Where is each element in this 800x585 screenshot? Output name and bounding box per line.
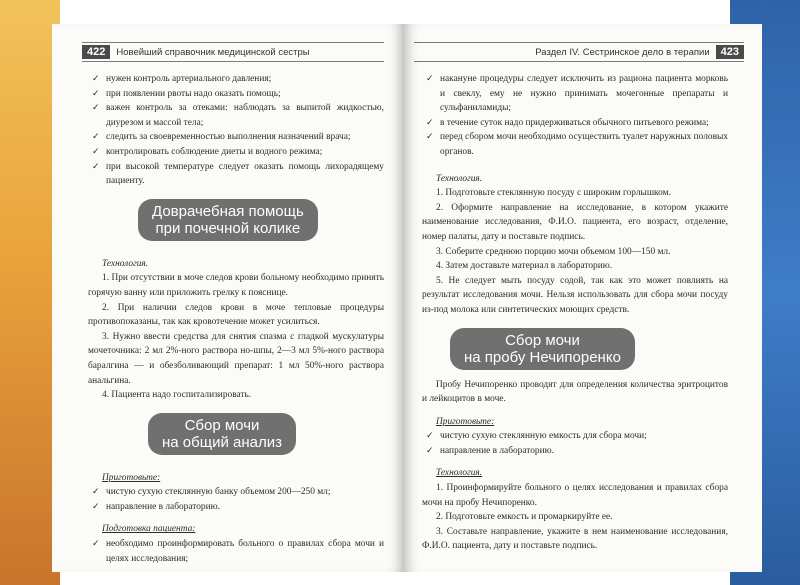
subsection-label: Приготовьте:	[436, 416, 495, 427]
list-item: ✓ необходимо проинформировать больного о правилах сбора мочи и целях исследования;	[88, 537, 384, 566]
paragraph: 2. При наличии следов крови в моче тепловые процедуры противопоказаны, так как кровотечение может усилиться.	[88, 302, 384, 328]
section-heading-line: на пробу Нечипоренко	[464, 348, 621, 366]
right-header-title: Раздел IV. Сестринское дело в терапии	[535, 46, 710, 58]
list-item: ✓ перед сбором мочи необходимо осуществить туалет наружных половых органов.	[422, 130, 728, 159]
list-item: ✓ накануне процедуры следует исключить из рациона пациента морковь и свеклу, ему не нужно принимать мочегонные препараты и сульфаниламиды;	[422, 72, 728, 116]
paragraph: 1. Проинформируйте больного о целях исследования и правилах сбора мочи на пробу Нечипоренко.	[422, 483, 728, 508]
list-item: ✓ нужен контроль артериального давления;	[88, 72, 384, 87]
list-item: ✓ направление в лабораторию.	[88, 500, 384, 515]
right-page	[404, 24, 762, 572]
list-item: ✓ при появлении рвоты надо оказать помощь;	[88, 87, 384, 102]
background-left-decoration	[0, 0, 60, 585]
left-header-title: Новейший справочник медицинской сестры	[116, 46, 310, 58]
paragraph: 2. Оформите направление на исследование, в котором укажите наименование исследования, Ф.И.О. пациента, его возраст, отделение, номер палаты, дату и поставьте подпись.	[422, 202, 728, 242]
section-heading-line: Доврачебная помощь	[152, 202, 304, 220]
subsection-label: Технология.	[436, 173, 483, 184]
list-item: ✓ важен контроль за отеками: наблюдать за выпитой жидкостью, диурезом и массой тела;	[88, 101, 384, 130]
left-page-header	[82, 42, 384, 62]
list-item: ✓ контролировать соблюдение диеты и водного режима;	[88, 145, 384, 160]
list-item: ✓ чистую сухую стеклянную банку объемом 200—250 мл;	[88, 485, 384, 500]
paragraph: 4. Затем доставьте материал в лабораторию.	[436, 261, 613, 272]
list-item: ✓ направление в лабораторию.	[422, 444, 728, 459]
subsection-label: Технология.	[436, 468, 483, 479]
left-page-content	[88, 72, 384, 566]
paragraph: 5. Не следует мыть посуду содой, так как это может повлиять на результат исследования мочи. Нельзя использовать для сбора мочи посуду из-под молока или синтетических моющих средств.	[422, 275, 728, 315]
paragraph: 3. Составьте направление, укажите в нем наименование исследования, Ф.И.О. пациента, дату и поставьте подпись.	[422, 526, 728, 552]
left-page-number: 422	[82, 45, 110, 59]
section-heading-line: при почечной колике	[155, 219, 301, 237]
section-heading-nechiporenko	[450, 328, 635, 370]
section-heading-line: на общий анализ	[162, 433, 282, 451]
left-page	[52, 24, 404, 572]
paragraph: 3. Соберите среднюю порцию мочи объемом 100—150 мл.	[436, 246, 671, 257]
list-item: ✓ следить за своевременностью выполнения назначений врача;	[88, 130, 384, 145]
subsection-label: Технология.	[102, 258, 149, 269]
paragraph: 1. При отсутствии в моче следов крови больному необходимо принять горячую ванну или приложить грелку к пояснице.	[88, 273, 384, 298]
right-page-number: 423	[716, 45, 744, 59]
paragraph: 3. Нужно ввести средства для снятия спазма с гладкой мускулатуры мочеточника: 2 мл 2%-ного раствора но-шпы, 2—3 мл 5%-ного раствора баралгина — и обезболивающий препарат: 1 мл 50%-ного раствора анальгина.	[88, 331, 384, 386]
section-heading-line: Сбор мочи	[184, 416, 260, 434]
right-page-header	[414, 42, 744, 62]
subsection-label: Подготовка пациента:	[102, 524, 196, 535]
paragraph: 2. Подготовьте емкость и промаркируйте ее.	[436, 512, 613, 523]
paragraph: 4. Пациента надо госпитализировать.	[102, 390, 252, 401]
right-page-content	[422, 72, 728, 554]
paragraph: Пробу Нечипоренко проводят для определения количества эритроцитов и лейкоцитов в моче.	[422, 379, 728, 405]
section-heading-general-urinalysis	[148, 413, 296, 455]
section-heading-line: Сбор мочи	[505, 331, 580, 349]
subsection-label: Приготовьте:	[102, 472, 161, 483]
list-item: ✓ чистую сухую стеклянную емкость для сбора мочи;	[422, 429, 728, 444]
list-item: ✓ в течение суток надо придерживаться обычного питьевого режима;	[422, 116, 728, 131]
section-heading-renal-colic	[138, 199, 318, 241]
list-item: ✓ при высокой температуре следует оказать помощь лихорадящему пациенту.	[88, 160, 384, 189]
paragraph: 1. Подготовьте стеклянную посуду с широким горлышком.	[436, 188, 671, 199]
